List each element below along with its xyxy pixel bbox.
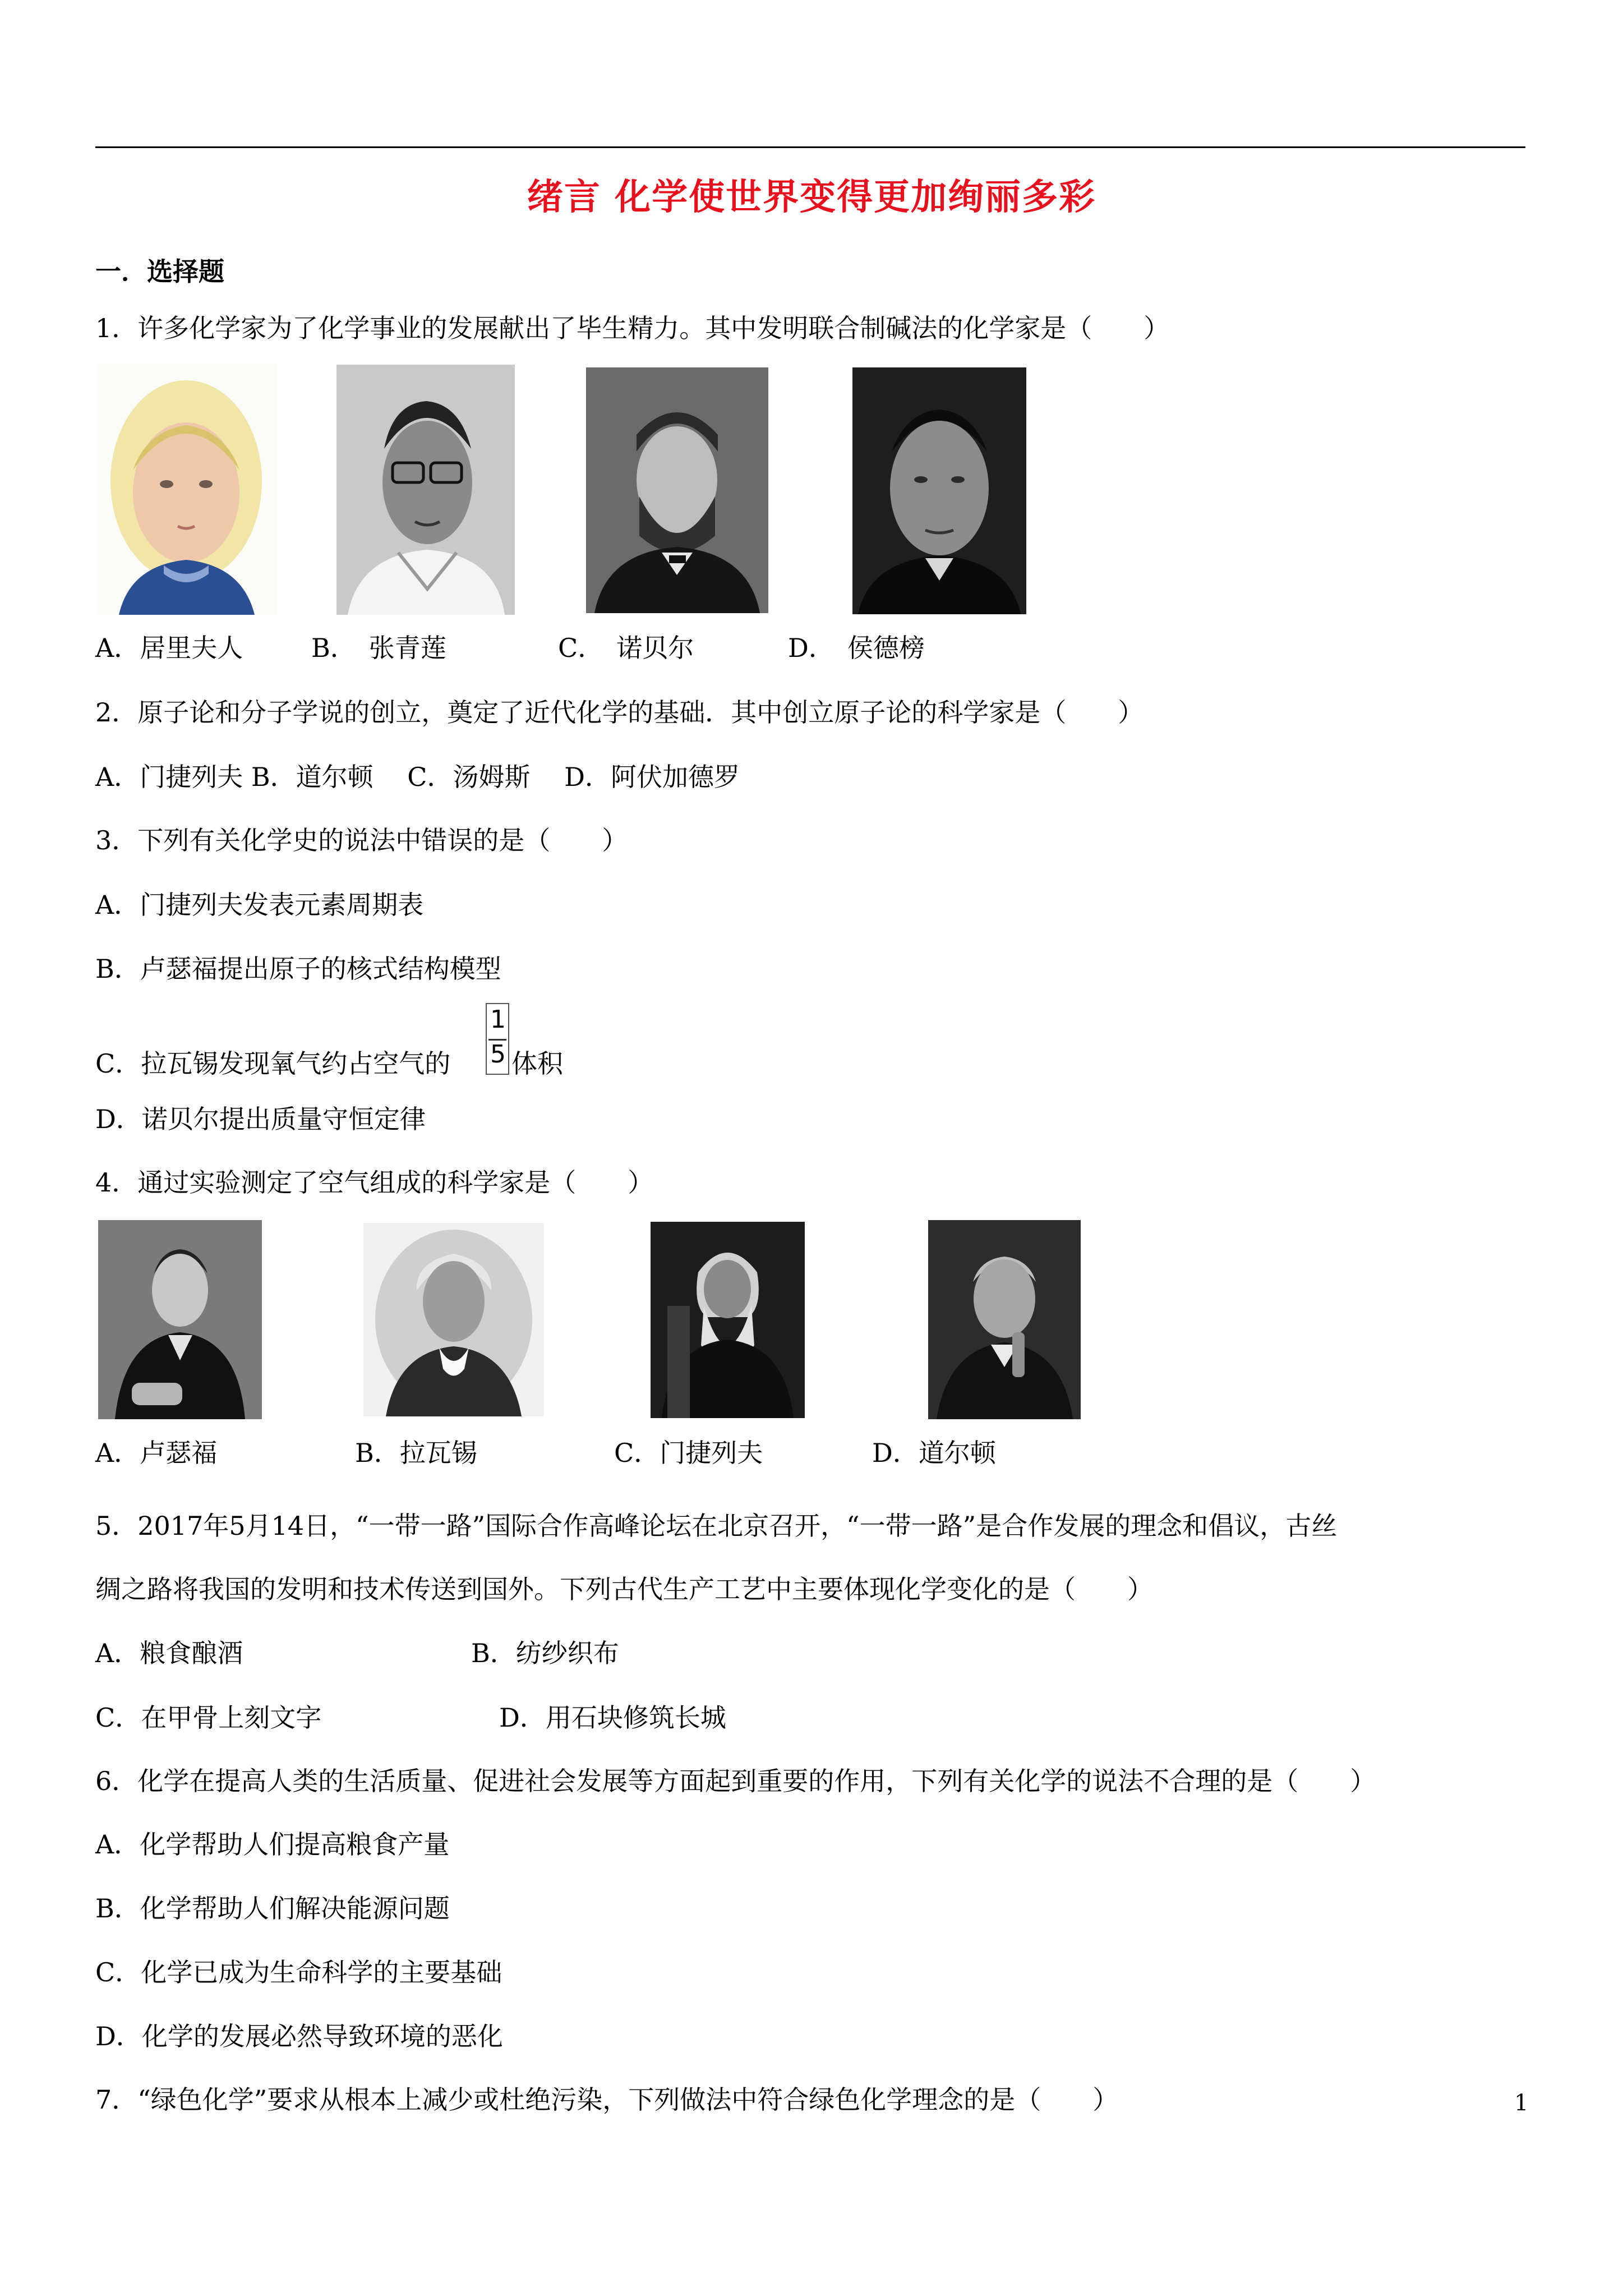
section-heading: 一．选择题 [95,256,224,287]
q6-option-a: A．化学帮助人们提高粮食产量 [95,1829,450,1860]
q3-stem: 3．下列有关化学史的说法中错误的是（ ） [95,825,628,855]
q5-option-d: D．用石块修筑长城 [499,1703,726,1733]
q5-option-a: A．粮食酿酒 [95,1638,243,1668]
q2-stem: 2．原子论和分子学说的创立，奠定了近代化学的基础．其中创立原子论的科学家是（ ） [95,697,1144,728]
q3-option-a: A．门捷列夫发表元素周期表 [95,890,424,920]
q5-stem-line2: 绸之路将我国的发明和技术传送到国外。下列古代生产工艺中主要体现化学变化的是（ ） [95,1574,1153,1604]
q6-stem: 6．化学在提高人类的生活质量、促进社会发展等方面起到重要的作用，下列有关化学的说法不合理的是（ ） [95,1766,1376,1796]
portrait-mendeleev [651,1222,805,1418]
portrait-dalton [928,1220,1081,1419]
q4-option-d: D．道尔顿 [872,1438,996,1468]
page-number: 1 [1514,2090,1529,2116]
portrait-rutherford [98,1220,262,1419]
page-title: 绪言 化学使世界变得更加绚丽多彩 [527,176,1096,218]
q1-stem: 1．许多化学家为了化学事业的发展献出了毕生精力。其中发明联合制碱法的化学家是（ ） [95,313,1170,343]
q3-option-b: B．卢瑟福提出原子的核式结构模型 [95,954,501,984]
fraction-one-fifth [486,1003,509,1075]
header-rule [95,146,1525,148]
q6-option-d: D．化学的发展必然导致环境的恶化 [95,2021,503,2051]
q1-option-d: D． 侯德榜 [788,633,925,663]
q1-option-c: C． 诺贝尔 [558,633,694,663]
q5-option-c: C．在甲骨上刻文字 [95,1703,322,1733]
portrait-zhang-qinglian [336,365,515,615]
q4-stem: 4．通过实验测定了空气组成的科学家是（ ） [95,1167,654,1198]
q3-option-c-prefix: C．拉瓦锡发现氧气约占空气的 [95,1048,451,1079]
q1-option-b: B． 张青莲 [311,633,446,663]
q4-option-b: B．拉瓦锡 [355,1438,477,1468]
fraction-numerator: 1 [490,1005,506,1034]
q4-option-a: A．卢瑟福 [95,1438,218,1468]
q7-stem: 7．“绿色化学”要求从根本上减少或杜绝污染，下列做法中符合绿色化学理念的是（ ） [95,2085,1119,2115]
q5-stem-line1: 5．2017年5月14日，“一带一路”国际合作高峰论坛在北京召开，“一带一路”是合作发展的理念和倡议，古丝 [95,1511,1338,1541]
portrait-lavoisier [363,1223,544,1416]
q2-options: A．门捷列夫 B．道尔顿 C．汤姆斯 D．阿伏加德罗 [95,762,740,792]
q6-option-c: C．化学已成为生命科学的主要基础 [95,1957,502,1987]
portrait-nobel [586,367,768,613]
fraction-denominator: 5 [490,1040,506,1069]
q6-option-b: B．化学帮助人们解决能源问题 [95,1893,450,1924]
q4-option-c: C．门捷列夫 [614,1438,763,1468]
portrait-curie [96,364,277,615]
q3-option-c-suffix: 体积 [511,1048,563,1079]
q3-option-d: D．诺贝尔提出质量守恒定律 [95,1104,426,1134]
q5-option-b: B．纺纱织布 [471,1638,619,1668]
portrait-hou-debang [852,367,1026,614]
q1-option-a: A．居里夫人 [95,633,243,663]
